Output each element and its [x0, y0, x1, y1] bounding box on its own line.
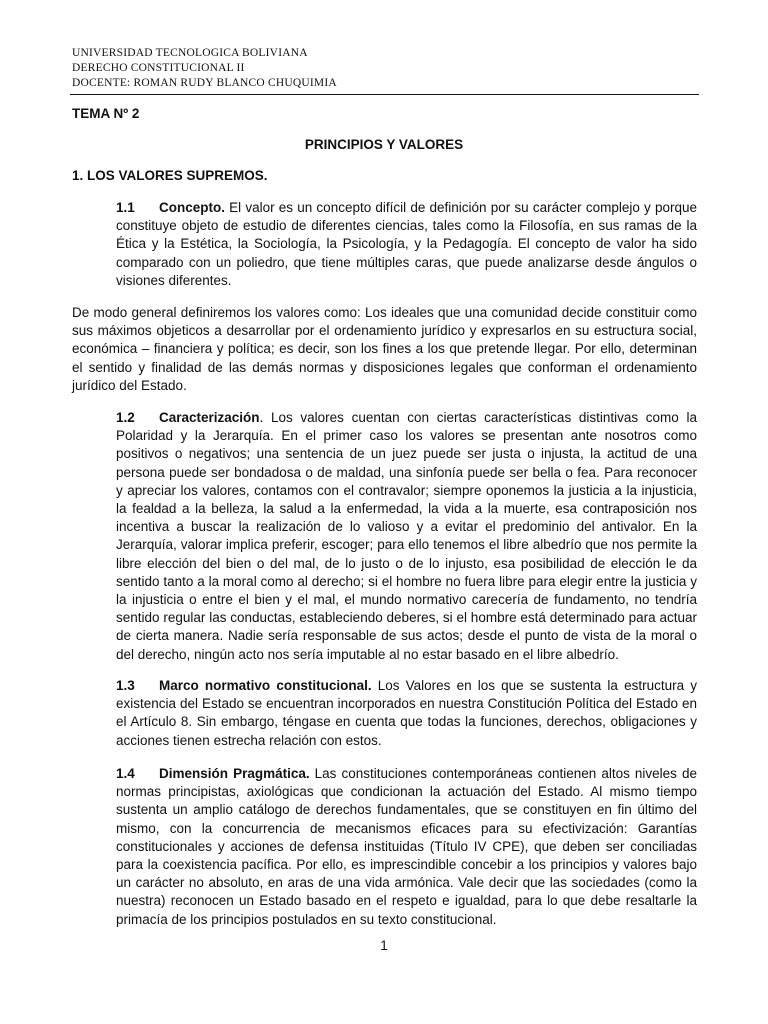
paragraph-text: Los Valores en los que se sustenta la estructura y existencia del Estado se encuentran incorporados en nuestra Constitución Política del Estado en el Artículo 8. Sin embargo, téngase en cuenta que todas la funciones, derechos, obligaciones y acciones tienen estrecha relación con estos.: [116, 678, 698, 748]
header-teacher: DOCENTE: ROMAN RUDY BLANCO CHUQUIMIA: [72, 77, 337, 89]
paragraph-text: El valor es un concepto difícil de definición por su carácter complejo y porque constituye objeto de estudio de diferentes ciencias, tales como la Filosofía, en sus ramas de la Ética y la Estética, la Sociología, la Psicología, y la Pedagogía. El concepto de valor ha sido comparado con un poliedro, que tiene múltiples caras, que puede analizarse desde ángulos o visiones diferentes.: [116, 200, 697, 288]
paragraph-heading: Caracterización: [159, 410, 260, 425]
header-course: DERECHO CONSTITUCIONAL II: [72, 62, 245, 74]
page-title: PRINCIPIOS Y VALORES: [304, 137, 464, 152]
paragraph-heading: Concepto.: [159, 200, 225, 215]
paragraph-caracterizacion: [116, 409, 697, 664]
paragraph-heading: Marco normativo constitucional.: [159, 678, 372, 693]
paragraph-text: . Los valores cuentan con ciertas características distintivas como la Polaridad y la Jerarquía. En el primer caso los valores se presentan ante nosotros como positivos o negativos; una sentencia de un juez puede ser justa o injusta, la actitud de una persona puede ser bondadosa o de maldad, una sinfonía puede ser bella o fea. Para reconocer y apreciar los valores, contamos con el contravalor; siempre oponemos la justicia a la injusticia, la fealdad a la belleza, la salud a la enfermedad, la vida a la muerte, esa contraposición nos incentiva a buscar la realización de lo valioso y a evitar el predominio del antivalor. En la Jerarquía, valorar implica preferir, escoger; para ello tenemos el libre albedrío que nos permite la libre elección del bien o del mal, de lo justo o de lo injusto, esa posibilidad de elección le da sentido tanto a la moral como al derecho; si el hombre no fuera libre para elegir entre la justicia y la injusticia o entre el bien y el mal, el mundo normativo carecería de fundamento, no tendría sentido regular las conductas, estableciendo deberes, si el hombre está determinado para actuar de cierta manera. Nadie sería responsable de sus actos; desde el punto de vista de la moral o del derecho, ningún acto nos sería imputable al no estar basado en el libre albedrío.: [116, 410, 697, 662]
paragraph-number: 1.3: [116, 678, 135, 693]
paragraph-text: Las constituciones contemporáneas contienen altos niveles de normas principistas, axiológicas que condicionan la actuación del Estado. Al mismo tiempo sustenta un amplio catálogo de derechos fundamentales, que se constituyen en fin último del mismo, con la concurrencia de mecanismos eficaces para su efectivización: Garantías constitucionales y acciones de defensa instituidas (Título IV CPE), que deben ser conciliadas para la coexistencia pacífica. Por ello, es imprescindible concebir a los principios y valores bajo un carácter no absoluto, en aras de una vida armónica. Vale decir que las sociedades (como la nuestra) reconocen un Estado basado en el respeto e igualdad, para lo que debe resaltarle la primacía de los principios postulados en su texto constitucional.: [116, 766, 697, 927]
paragraph-heading: Dimensión Pragmática.: [159, 766, 310, 781]
paragraph-dimension-pragmatica: [116, 765, 697, 929]
paragraph-general: De modo general definiremos los valores como: Los ideales que una comunidad decide constituir como sus máximos objeticos a desarrollar por el ordenamiento jurídico y expresarlos en su estructura social, económica – financiera y política; es decir, son los fines a los que pretende llegar. Por ello, determinan el sentido y finalidad de las demás normas y disposiciones legales que conforman el ordenamiento jurídico del Estado.: [72, 305, 697, 393]
section-heading: 1. LOS VALORES SUPREMOS.: [72, 168, 268, 183]
paragraph-marco-normativo: [116, 677, 697, 750]
document-header: [72, 46, 698, 91]
header-divider: [70, 94, 699, 95]
paragraph-number: 1.1: [116, 200, 135, 215]
topic-number: TEMA Nº 2: [72, 106, 140, 121]
header-university: UNIVERSIDAD TECNOLOGICA BOLIVIANA: [72, 47, 308, 59]
paragraph-concepto: [116, 199, 697, 290]
paragraph-number: 1.4: [116, 766, 135, 781]
paragraph-number: 1.2: [116, 410, 135, 425]
page-number: 1: [380, 938, 388, 953]
